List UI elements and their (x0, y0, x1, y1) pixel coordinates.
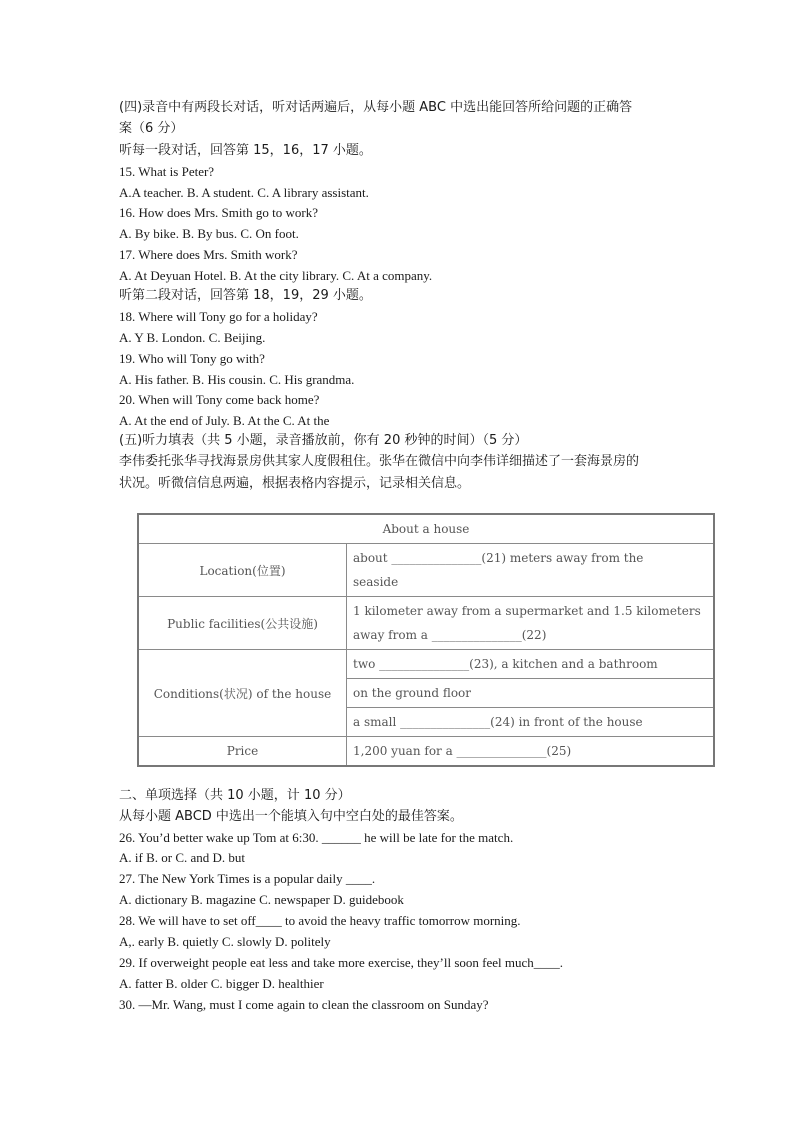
options-16: A. By bike. B. By bus. C. On foot. (119, 226, 299, 241)
facilities-value-line-2: away from a _______________(22) (353, 628, 547, 642)
question-16: 16. How does Mrs. Smith go to work? (119, 205, 318, 220)
facilities-value (347, 597, 715, 650)
conditions-label: Conditions(状况) of the house (138, 650, 347, 737)
options-29: A. fatter B. older C. bigger D. healthier (119, 976, 324, 991)
question-17: 17. Where does Mrs. Smith work? (119, 247, 298, 262)
options-19: A. His father. B. His cousin. C. His grandma. (119, 372, 355, 387)
part5-desc-1: 李伟委托张华寻找海景房供其家人度假租住。张华在微信中向李伟详细描述了一套海景房的 (119, 454, 640, 469)
location-value-line-1: about _______________(21) meters away from the (353, 551, 644, 565)
facilities-label: Public facilities(公共设施) (138, 597, 347, 650)
part4-title: (四)录音中有两段长对话，听对话两遍后，从每小题 ABC 中选出能回答所给问题的正确答 (119, 100, 633, 115)
price-value: 1,200 yuan for a _______________(25) (347, 737, 715, 767)
conditions-row-2: on the ground floor (347, 679, 715, 708)
location-label: Location(位置) (138, 544, 347, 597)
part5-desc-2: 状况。听微信信息两遍，根据表格内容提示，记录相关信息。 (119, 476, 471, 491)
part5-title: (五)听力填表（共 5 小题，录音播放前，你有 20 秒钟的时间）（5 分） (119, 433, 528, 448)
options-27: A. dictionary B. magazine C. newspaper D. guidebook (119, 892, 404, 907)
dialog2-intro: 听第二段对话，回答第 18，19，29 小题。 (119, 288, 372, 303)
question-19: 19. Who will Tony go with? (119, 351, 265, 366)
options-28: A,. early B. quietly C. slowly D. politely (119, 934, 331, 949)
location-value-line-2: seaside (353, 575, 399, 589)
options-18: A. Y B. London. C. Beijing. (119, 330, 266, 345)
grammar-instruction: 从每小题 ABCD 中选出一个能填入句中空白处的最佳答案。 (119, 809, 463, 824)
table-header: About a house (138, 514, 714, 544)
price-label: Price (138, 737, 347, 767)
options-26: A. if B. or C. and D. but (119, 850, 246, 865)
question-29: 29. If overweight people eat less and take more exercise, they’ll soon feel much____. (119, 955, 564, 970)
house-info-table (137, 513, 715, 767)
part4-title-cont: 案（6 分） (119, 121, 184, 136)
options-20: A. At the end of July. B. At the C. At the (119, 413, 330, 428)
question-20: 20. When will Tony come back home? (119, 392, 320, 407)
grammar-title: 二、单项选择（共 10 小题，计 10 分） (119, 788, 351, 803)
conditions-row-1: two _______________(23), a kitchen and a bathroom (347, 650, 715, 679)
question-18: 18. Where will Tony go for a holiday? (119, 309, 318, 324)
question-27: 27. The New York Times is a popular daily ____. (119, 871, 376, 886)
options-15: A.A teacher. B. A student. C. A library assistant. (119, 185, 369, 200)
dialog1-intro: 听每一段对话，回答第 15，16，17 小题。 (119, 143, 372, 158)
question-30: 30. —Mr. Wang, must I come again to clean the classroom on Sunday? (119, 997, 489, 1012)
location-value (347, 544, 715, 597)
options-17: A. At Deyuan Hotel. B. At the city library. C. At a company. (119, 268, 433, 283)
conditions-row-3: a small _______________(24) in front of the house (347, 708, 715, 737)
question-15: 15. What is Peter? (119, 164, 215, 179)
question-26: 26. You’d better wake up Tom at 6:30. ______ he will be late for the match. (119, 830, 514, 845)
facilities-value-line-1: 1 kilometer away from a supermarket and 1.5 kilometers (353, 604, 701, 618)
question-28: 28. We will have to set off____ to avoid the heavy traffic tomorrow morning. (119, 913, 521, 928)
